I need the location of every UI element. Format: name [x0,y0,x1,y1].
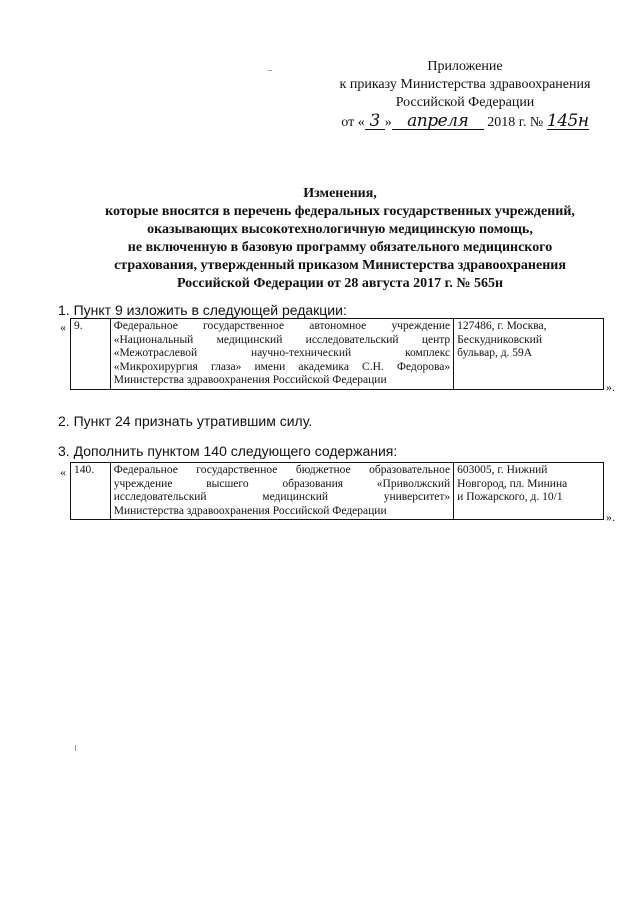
item-1-open-quote: « [60,320,66,334]
item-3-text: 3. Дополнить пунктом 140 следующего содержания: [58,443,398,459]
desc-line: исследовательский медицинский университет» [113,491,451,503]
address-line: и Пожарского, д. 10/1 [457,491,563,503]
item-3-open-quote: « [60,465,66,479]
desc-line: Министерства здравоохранения Российской Федерации [113,504,387,517]
date-month: апреля [392,114,484,130]
desc-line: учреждение высшего образования «Приволжский [113,477,451,490]
title-line-1: Изменения, [303,186,377,201]
appendix-country-line: Российской Федерации [395,95,535,110]
desc-line: «Межотраслевой научно-технический комплекс [113,347,451,359]
appendix-order-line: к приказу Министерства здравоохранения [339,77,591,92]
desc-line: «Микрохирургия глаза» имени академика С.Н. Федорова» [113,360,451,373]
address-line: Бескудниковский [457,333,542,346]
desc-line: Федеральное государственное бюджетное образовательное [113,464,451,476]
item-1-close-quote: ». [606,380,615,394]
address-line: 127486, г. Москва, [457,320,547,332]
institution-address [454,319,604,390]
item-1-text: 1. Пункт 9 изложить в следующей редакции: [58,302,347,318]
document-title [40,185,640,293]
address-line: Новгород, пл. Минина [457,477,568,490]
appendix-header [330,58,600,132]
title-line-5: страхования, утвержденный приказом Министерства здравоохранения [114,258,566,273]
date-day: 3 [365,114,385,130]
address-line: бульвар, д. 59А [457,347,533,359]
appendix-date-line [330,111,600,132]
title-line-4: не включенную в базовую программу обязательного медицинского [127,240,553,255]
item-3-close-quote: ». [606,510,615,524]
item-2-text: 2. Пункт 24 признать утратившим силу. [58,413,313,429]
address-line: 603005, г. Нижний [457,464,548,476]
row-number: 9. [71,319,111,390]
date-mid: » [384,115,392,130]
institution-description [110,463,453,520]
title-line-3: оказывающих высокотехнологичную медицинскую помощь, [147,222,533,237]
desc-line: Министерства здравоохранения Российской Федерации [113,374,387,386]
row-number: 140. [71,463,111,520]
appendix-title: Приложение [427,59,503,74]
scan-mark [75,745,76,751]
desc-line: «Национальный медицинский исследовательский центр [113,333,451,346]
order-number: 145н [546,111,589,131]
item-3-table [70,462,604,520]
title-line-2: которые вносятся в перечень федеральных государственных учреждений, [105,204,575,219]
table-row [71,463,604,520]
date-prefix: от « [341,115,365,130]
item-1-table [70,318,604,390]
scan-mark [268,70,272,71]
institution-address [454,463,604,520]
date-year: 2018 г. № [487,115,544,130]
desc-line: Федеральное государственное автономное учреждение [113,320,451,332]
institution-description [110,319,453,390]
title-line-6: Российской Федерации от 28 августа 2017 г. № 565н [176,276,504,291]
table-row [71,319,604,390]
